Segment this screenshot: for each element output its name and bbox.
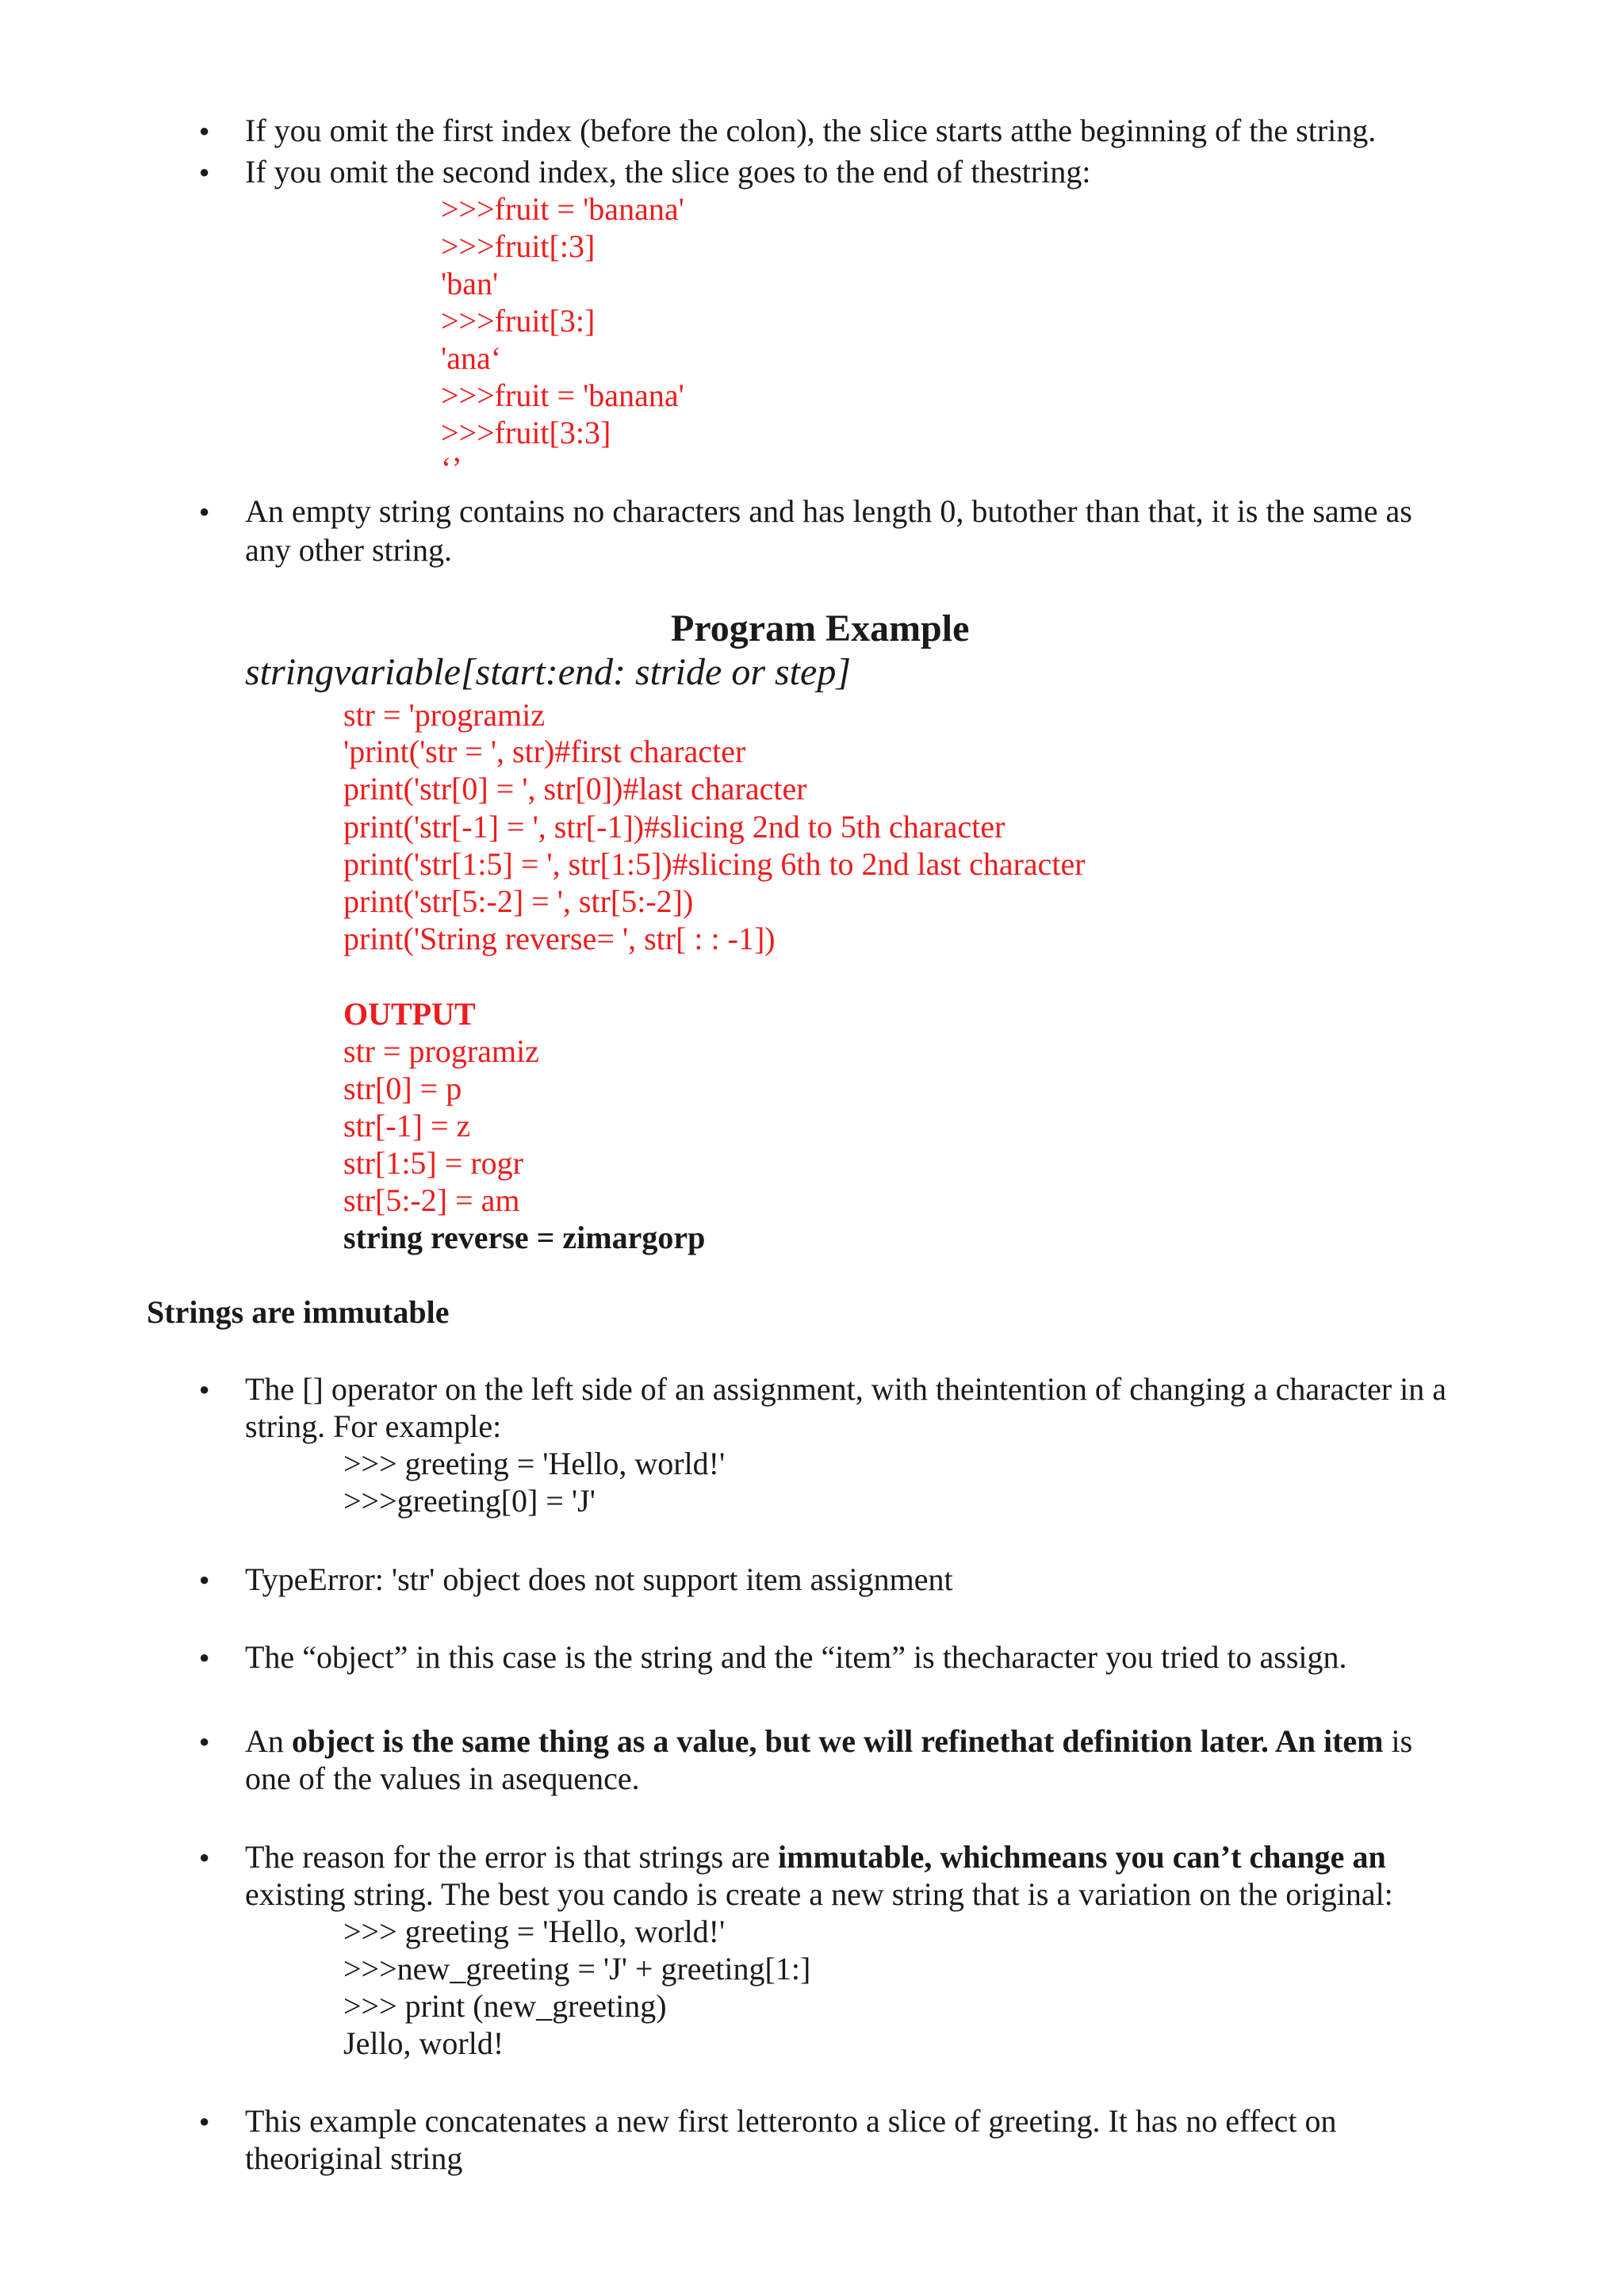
- output-line: str = programiz: [343, 1033, 539, 1069]
- output-line: str[0] = p: [343, 1071, 462, 1106]
- syntax-line: stringvariable[start:end: stride or step]: [245, 651, 851, 693]
- bullet-dot: ●: [199, 2111, 210, 2131]
- section-heading: Strings are immutable: [147, 1294, 450, 1330]
- bullet-text: TypeError: 'str' object does not support item assignment: [245, 1561, 953, 1597]
- bold-run: immutable, whichmeans you can’t change an: [777, 1839, 1386, 1875]
- bullet-dot: ●: [199, 1731, 210, 1751]
- code-line: 'ban': [441, 266, 499, 301]
- program-title: Program Example: [671, 607, 970, 649]
- bullet-text: [245, 1838, 1386, 1876]
- bullet-dot: ●: [199, 501, 210, 521]
- bullet-text: theoriginal string: [245, 2140, 463, 2176]
- code-line: Jello, world!: [343, 2025, 504, 2061]
- code-line: print('str[5:-2] = ', str[5:-2]): [343, 883, 694, 919]
- bullet-dot: ●: [199, 1379, 210, 1399]
- bullet-text: If you omit the first index (before the colon), the slice starts atthe beginning of the string.: [245, 113, 1377, 148]
- output-line: str[5:-2] = am: [343, 1182, 520, 1218]
- bullet-text: An empty string contains no characters and has length 0, butother than that, it is the same as: [245, 493, 1412, 529]
- bullet-dot: ●: [199, 1847, 210, 1867]
- code-line: >>>fruit[:3]: [441, 228, 596, 264]
- code-line: ‘’: [441, 450, 462, 486]
- code-line: >>> greeting = 'Hello, world!': [343, 1914, 726, 1949]
- code-line: >>>fruit = 'banana': [441, 191, 684, 227]
- code-line: >>> print (new_greeting): [343, 1988, 667, 2024]
- code-line: >>>fruit[3:3]: [441, 415, 611, 450]
- code-line: str = 'programiz: [343, 697, 546, 733]
- code-line: >>>greeting[0] = 'J': [343, 1483, 596, 1519]
- code-line: 'ana‘: [441, 340, 502, 376]
- code-line: >>> greeting = 'Hello, world!': [343, 1446, 726, 1481]
- bullet-dot: ●: [199, 162, 210, 182]
- bullet-dot: ●: [199, 1647, 210, 1667]
- bullet-text: The [] operator on the left side of an assignment, with theintention of changing a character in a: [245, 1371, 1447, 1407]
- bullet-text: one of the values in asequence.: [245, 1761, 640, 1796]
- bullet-text: [245, 1722, 1412, 1761]
- output-line: str[-1] = z: [343, 1108, 471, 1144]
- text-run: The reason for the error is that strings are: [245, 1839, 778, 1875]
- code-line: print('String reverse= ', str[ : : -1]): [343, 921, 776, 956]
- code-line: print('str[-1] = ', str[-1])#slicing 2nd to 5th character: [343, 809, 1005, 845]
- bullet-text: The “object” in this case is the string and the “item” is thecharacter you tried to assign.: [245, 1639, 1347, 1675]
- code-line: >>>fruit = 'banana': [441, 377, 684, 413]
- text-run: An: [245, 1723, 292, 1759]
- bullet-text: If you omit the second index, the slice goes to the end of thestring:: [245, 154, 1091, 190]
- text-run: is: [1383, 1723, 1413, 1759]
- code-line: print('str[1:5] = ', str[1:5])#slicing 6th to 2nd last character: [343, 846, 1086, 882]
- output-line: string reverse = zimargorp: [343, 1220, 706, 1255]
- code-line: >>>new_greeting = 'J' + greeting[1:]: [343, 1951, 811, 1987]
- code-line: >>>fruit[3:]: [441, 303, 596, 339]
- code-line: print('str[0] = ', str[0])#last character: [343, 771, 807, 807]
- bullet-dot: ●: [199, 1569, 210, 1589]
- bullet-text: string. For example:: [245, 1408, 502, 1444]
- bullet-text: This example concatenates a new first letteronto a slice of greeting. It has no effect on: [245, 2103, 1337, 2139]
- bullet-text: any other string.: [245, 532, 453, 568]
- output-label: OUTPUT: [343, 996, 476, 1032]
- bullet-dot: ●: [199, 121, 210, 140]
- bullet-text: existing string. The best you cando is create a new string that is a variation on the original:: [245, 1876, 1393, 1912]
- code-line: 'print('str = ', str)#first character: [343, 734, 746, 769]
- output-line: str[1:5] = rogr: [343, 1145, 523, 1181]
- bold-run: object is the same thing as a value, but we will refinethat definition later. An item: [291, 1723, 1384, 1759]
